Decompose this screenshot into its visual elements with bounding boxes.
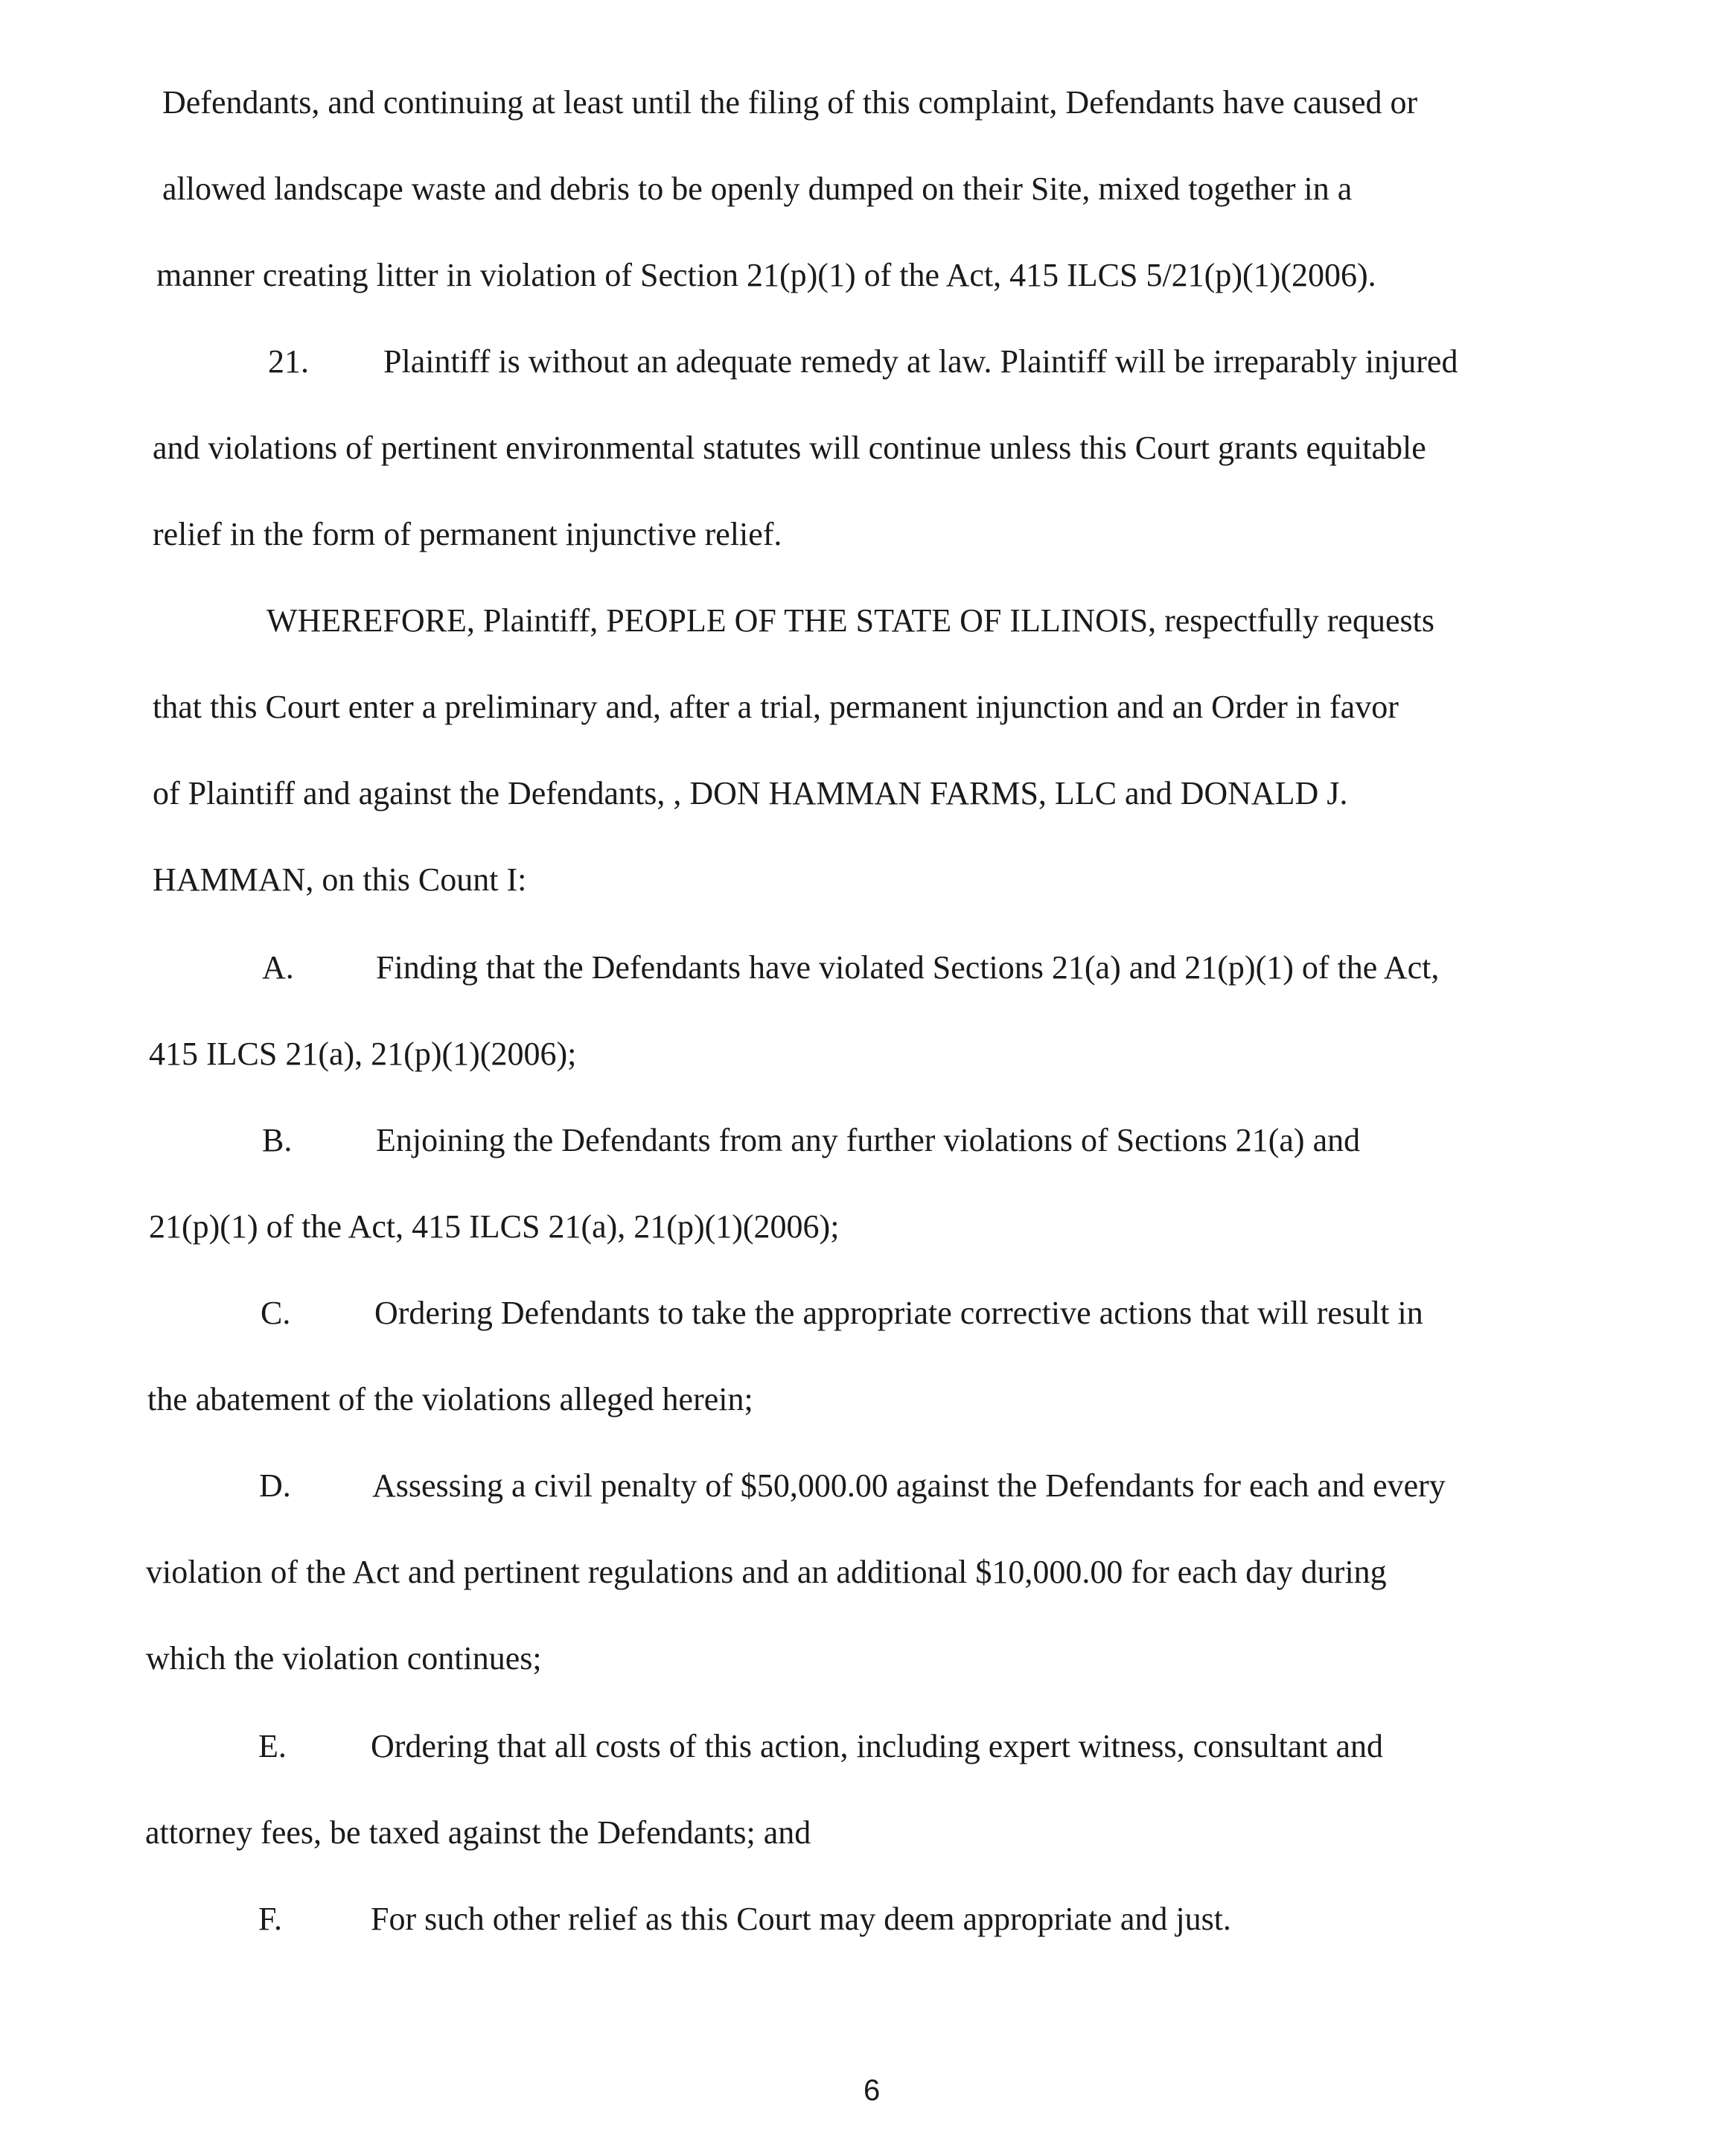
item-letter: D.: [259, 1467, 291, 1504]
item-letter: C.: [261, 1295, 291, 1331]
page-number: 6: [863, 2074, 881, 2107]
text-line: Assessing a civil penalty of $50,000.00 against the Defendants for each and every: [372, 1467, 1446, 1504]
text-line: Finding that the Defendants have violated Sections 21(a) and 21(p)(1) of the Act,: [376, 949, 1440, 986]
text-line: Ordering that all costs of this action, including expert witness, consultant and: [371, 1728, 1384, 1764]
text-line: relief in the form of permanent injunctive relief.: [153, 516, 782, 552]
item-letter: E.: [258, 1728, 287, 1764]
item-letter: A.: [262, 949, 294, 986]
text-line: which the violation continues;: [146, 1640, 542, 1677]
item-letter: F.: [258, 1901, 282, 1937]
text-line: violation of the Act and pertinent regulations and an additional $10,000.00 for each day during: [146, 1554, 1387, 1590]
text-line: WHEREFORE, Plaintiff, PEOPLE OF THE STATE OF ILLINOIS, respectfully requests: [266, 602, 1434, 639]
paragraph-number: 21.: [268, 343, 309, 380]
text-line: Defendants, and continuing at least until the filing of this complaint, Defendants have caused or: [162, 84, 1418, 121]
text-line: Enjoining the Defendants from any further violations of Sections 21(a) and: [376, 1122, 1361, 1158]
text-line: Plaintiff is without an adequate remedy at law. Plaintiff will be irreparably injured: [383, 343, 1458, 380]
text-line: For such other relief as this Court may deem appropriate and just.: [371, 1901, 1231, 1937]
text-line: manner creating litter in violation of Section 21(p)(1) of the Act, 415 ILCS 5/21(p)(1)(2006).: [156, 257, 1376, 293]
text-line: allowed landscape waste and debris to be openly dumped on their Site, mixed together in a: [162, 170, 1353, 207]
text-line: attorney fees, be taxed against the Defendants; and: [145, 1814, 811, 1851]
text-line: 415 ILCS 21(a), 21(p)(1)(2006);: [149, 1036, 577, 1072]
text-line: HAMMAN, on this Count I:: [153, 861, 527, 898]
text-line: that this Court enter a preliminary and, after a trial, permanent injunction and an Order in favor: [153, 689, 1399, 725]
text-line: and violations of pertinent environmental statutes will continue unless this Court grants equitable: [153, 430, 1426, 466]
text-line: of Plaintiff and against the Defendants, , DON HAMMAN FARMS, LLC and DONALD J.: [153, 775, 1348, 811]
text-line: Ordering Defendants to take the appropriate corrective actions that will result in: [374, 1295, 1423, 1331]
text-line: 21(p)(1) of the Act, 415 ILCS 21(a), 21(p)(1)(2006);: [149, 1208, 840, 1245]
item-letter: B.: [262, 1122, 293, 1158]
text-line: the abatement of the violations alleged herein;: [147, 1381, 753, 1417]
